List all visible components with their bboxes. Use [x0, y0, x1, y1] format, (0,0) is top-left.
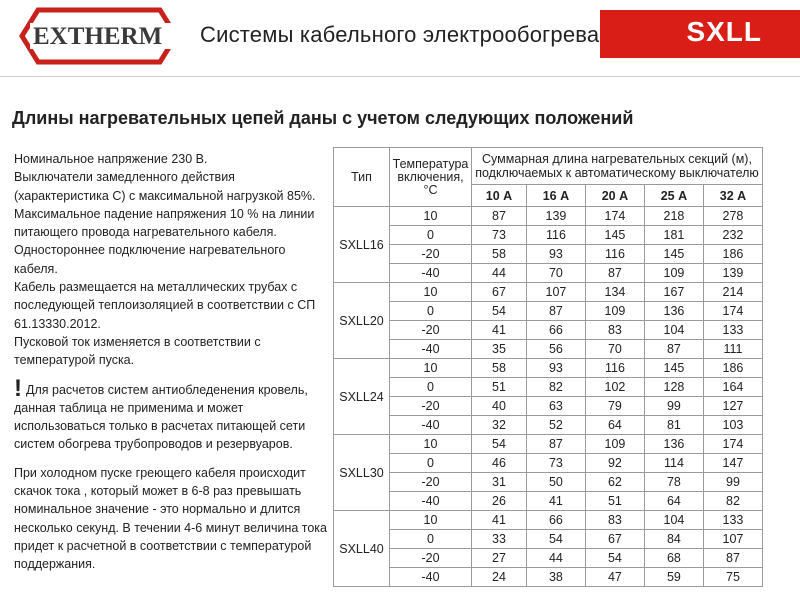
- length-cell: 44: [526, 549, 585, 568]
- length-cell: 87: [585, 264, 644, 283]
- length-cell: 33: [472, 530, 527, 549]
- length-cell: 111: [703, 340, 762, 359]
- length-cell: 78: [644, 473, 703, 492]
- length-cell: 92: [585, 454, 644, 473]
- length-cell: 145: [644, 359, 703, 378]
- note-placement: Кабель размещается на металлических трубах с последующей теплоизоляцией в соответствии с СП 61.13330.2012.: [14, 280, 316, 331]
- table-row: [334, 530, 763, 549]
- length-cell: 82: [526, 378, 585, 397]
- length-cell: 31: [472, 473, 527, 492]
- length-cell: 66: [526, 321, 585, 340]
- length-cell: 136: [644, 435, 703, 454]
- section-heading: Длины нагревательных цепей даны с учетом следующих положений: [12, 108, 634, 128]
- length-cell: 67: [585, 530, 644, 549]
- temperature-cell: -40: [390, 340, 472, 359]
- length-cell: 107: [703, 530, 762, 549]
- length-cell: 114: [644, 454, 703, 473]
- table-row: [334, 568, 763, 587]
- table-row: [334, 492, 763, 511]
- length-cell: 147: [703, 454, 762, 473]
- table-row: [334, 340, 763, 359]
- length-cell: 99: [644, 397, 703, 416]
- length-cell: 107: [526, 283, 585, 302]
- length-cell: 70: [526, 264, 585, 283]
- length-cell: 52: [526, 416, 585, 435]
- length-cell: 87: [703, 549, 762, 568]
- note-startup-current: Пусковой ток изменяется в соответствии с температурой пуска.: [14, 334, 261, 368]
- temperature-cell: -20: [390, 473, 472, 492]
- length-cell: 145: [585, 226, 644, 245]
- warning-icon: !: [14, 374, 22, 402]
- table-row: [334, 473, 763, 492]
- temperature-cell: 10: [390, 511, 472, 530]
- header-divider: [0, 76, 800, 77]
- length-cell: 87: [644, 340, 703, 359]
- length-cell: 66: [526, 511, 585, 530]
- temperature-cell: 0: [390, 226, 472, 245]
- length-cell: 26: [472, 492, 527, 511]
- length-cell: 67: [472, 283, 527, 302]
- warning-note: [14, 374, 332, 454]
- length-cell: 181: [644, 226, 703, 245]
- amp-header: 20 А: [585, 185, 644, 207]
- temperature-cell: -40: [390, 492, 472, 511]
- table-row: [334, 207, 763, 226]
- warning-text: Для расчетов систем антиобледенения кровель, данная таблица не применима и может использоваться только в расчетах питающей сети систем обогрева трубопроводов и резервуаров.: [14, 382, 308, 452]
- temperature-cell: 10: [390, 207, 472, 226]
- length-cell: 109: [585, 302, 644, 321]
- table-row: [334, 359, 763, 378]
- length-cell: 174: [585, 207, 644, 226]
- notes-block: [14, 150, 332, 574]
- temperature-cell: 0: [390, 302, 472, 321]
- table-row: [334, 245, 763, 264]
- length-cell: 54: [526, 530, 585, 549]
- temperature-cell: 0: [390, 454, 472, 473]
- length-cell: 218: [644, 207, 703, 226]
- length-cell: 38: [526, 568, 585, 587]
- length-cell: 116: [526, 226, 585, 245]
- length-cell: 58: [472, 359, 527, 378]
- length-cell: 64: [585, 416, 644, 435]
- table-body: [334, 207, 763, 587]
- temperature-cell: 0: [390, 530, 472, 549]
- length-cell: 87: [472, 207, 527, 226]
- length-cell: 87: [526, 435, 585, 454]
- length-cell: 104: [644, 511, 703, 530]
- length-cell: 40: [472, 397, 527, 416]
- length-cell: 75: [703, 568, 762, 587]
- length-cell: 232: [703, 226, 762, 245]
- length-cell: 54: [472, 435, 527, 454]
- length-cell: 41: [526, 492, 585, 511]
- temperature-cell: 10: [390, 435, 472, 454]
- amp-header: 10 А: [472, 185, 527, 207]
- length-cell: 93: [526, 359, 585, 378]
- length-cell: 70: [585, 340, 644, 359]
- length-cell: 186: [703, 245, 762, 264]
- note-voltage: Номинальное напряжение 230 В.: [14, 152, 208, 166]
- table-row: [334, 435, 763, 454]
- table-row: [334, 511, 763, 530]
- length-cell: 24: [472, 568, 527, 587]
- temperature-cell: -20: [390, 549, 472, 568]
- length-cell: 133: [703, 321, 762, 340]
- length-cell: 103: [703, 416, 762, 435]
- cable-type-cell: SXLL30: [334, 435, 390, 511]
- note-connection: Одностороннее подключение нагревательного кабеля.: [14, 243, 286, 276]
- table-row: [334, 302, 763, 321]
- length-cell: 214: [703, 283, 762, 302]
- length-cell: 68: [644, 549, 703, 568]
- table-row: [334, 378, 763, 397]
- cable-type-cell: SXLL20: [334, 283, 390, 359]
- length-cell: 35: [472, 340, 527, 359]
- length-cell: 63: [526, 397, 585, 416]
- length-cell: 59: [644, 568, 703, 587]
- length-cell: 278: [703, 207, 762, 226]
- length-cell: 83: [585, 321, 644, 340]
- note-breakers: Выключатели замедленного действия (характеристика С) с максимальной нагрузкой 85%.: [14, 170, 316, 203]
- length-cell: 83: [585, 511, 644, 530]
- table-row: [334, 321, 763, 340]
- length-cell: 84: [644, 530, 703, 549]
- length-cell: 174: [703, 302, 762, 321]
- temperature-cell: -20: [390, 397, 472, 416]
- length-cell: 104: [644, 321, 703, 340]
- length-cell: 47: [585, 568, 644, 587]
- length-cell: 167: [644, 283, 703, 302]
- amp-header: 25 А: [644, 185, 703, 207]
- length-cell: 58: [472, 245, 527, 264]
- length-cell: 93: [526, 245, 585, 264]
- length-cell: 44: [472, 264, 527, 283]
- length-cell: 87: [526, 302, 585, 321]
- length-cell: 82: [703, 492, 762, 511]
- cable-length-table: [333, 147, 763, 587]
- length-cell: 174: [703, 435, 762, 454]
- column-header-type: Тип: [334, 148, 390, 207]
- temperature-cell: 10: [390, 359, 472, 378]
- length-cell: 54: [472, 302, 527, 321]
- model-label: SXLL: [686, 16, 762, 47]
- amp-header: 16 А: [526, 185, 585, 207]
- cable-type-cell: SXLL16: [334, 207, 390, 283]
- length-cell: 99: [703, 473, 762, 492]
- length-cell: 102: [585, 378, 644, 397]
- temperature-cell: -20: [390, 245, 472, 264]
- column-header-temperature: Температура включения, °С: [390, 148, 472, 207]
- length-cell: 27: [472, 549, 527, 568]
- length-cell: 145: [644, 245, 703, 264]
- length-cell: 51: [585, 492, 644, 511]
- length-cell: 109: [585, 435, 644, 454]
- header-title: Системы кабельного электрообогрева: [200, 22, 600, 47]
- table-row: [334, 549, 763, 568]
- table-row: [334, 283, 763, 302]
- length-cell: 127: [703, 397, 762, 416]
- length-cell: 139: [703, 264, 762, 283]
- temperature-cell: -40: [390, 568, 472, 587]
- length-cell: 62: [585, 473, 644, 492]
- length-cell: 54: [585, 549, 644, 568]
- length-cell: 79: [585, 397, 644, 416]
- extherm-logo: [10, 6, 185, 66]
- length-cell: 56: [526, 340, 585, 359]
- temperature-cell: -20: [390, 321, 472, 340]
- cable-type-cell: SXLL24: [334, 359, 390, 435]
- page-header: [0, 0, 800, 72]
- length-cell: 51: [472, 378, 527, 397]
- length-cell: 186: [703, 359, 762, 378]
- temperature-cell: -40: [390, 264, 472, 283]
- length-cell: 64: [644, 492, 703, 511]
- note-cold-start: При холодном пуске греющего кабеля происходит скачок тока , который может в 6-8 раз превышать номинальное значение - это нормально и длится несколько секунд. В течении 4-6 минут величина тока придет к расчетной в соответствии с температурой поддержания.: [14, 465, 328, 572]
- note-voltage-drop: Максимальное падение напряжения 10 % на линии питающего провода нагревательного кабеля.: [14, 206, 315, 240]
- length-cell: 81: [644, 416, 703, 435]
- table-row: [334, 397, 763, 416]
- length-cell: 116: [585, 359, 644, 378]
- length-cell: 133: [703, 511, 762, 530]
- length-cell: 116: [585, 245, 644, 264]
- length-cell: 73: [472, 226, 527, 245]
- logo-text: EXTHERM: [33, 23, 163, 50]
- model-badge: [600, 10, 800, 58]
- length-cell: 46: [472, 454, 527, 473]
- length-cell: 128: [644, 378, 703, 397]
- table-row: [334, 226, 763, 245]
- table-row: [334, 264, 763, 283]
- temperature-cell: 0: [390, 378, 472, 397]
- temperature-cell: -40: [390, 416, 472, 435]
- table-row: [334, 416, 763, 435]
- amp-header: 32 А: [703, 185, 762, 207]
- cable-type-cell: SXLL40: [334, 511, 390, 587]
- length-cell: 50: [526, 473, 585, 492]
- length-cell: 139: [526, 207, 585, 226]
- length-cell: 164: [703, 378, 762, 397]
- length-cell: 73: [526, 454, 585, 473]
- table-row: [334, 454, 763, 473]
- length-cell: 109: [644, 264, 703, 283]
- length-cell: 32: [472, 416, 527, 435]
- length-cell: 136: [644, 302, 703, 321]
- length-cell: 41: [472, 321, 527, 340]
- length-cell: 134: [585, 283, 644, 302]
- temperature-cell: 10: [390, 283, 472, 302]
- column-header-total-length: Суммарная длина нагревательных секций (м), подключаемых к автоматическому выключателю: [472, 148, 763, 185]
- length-cell: 41: [472, 511, 527, 530]
